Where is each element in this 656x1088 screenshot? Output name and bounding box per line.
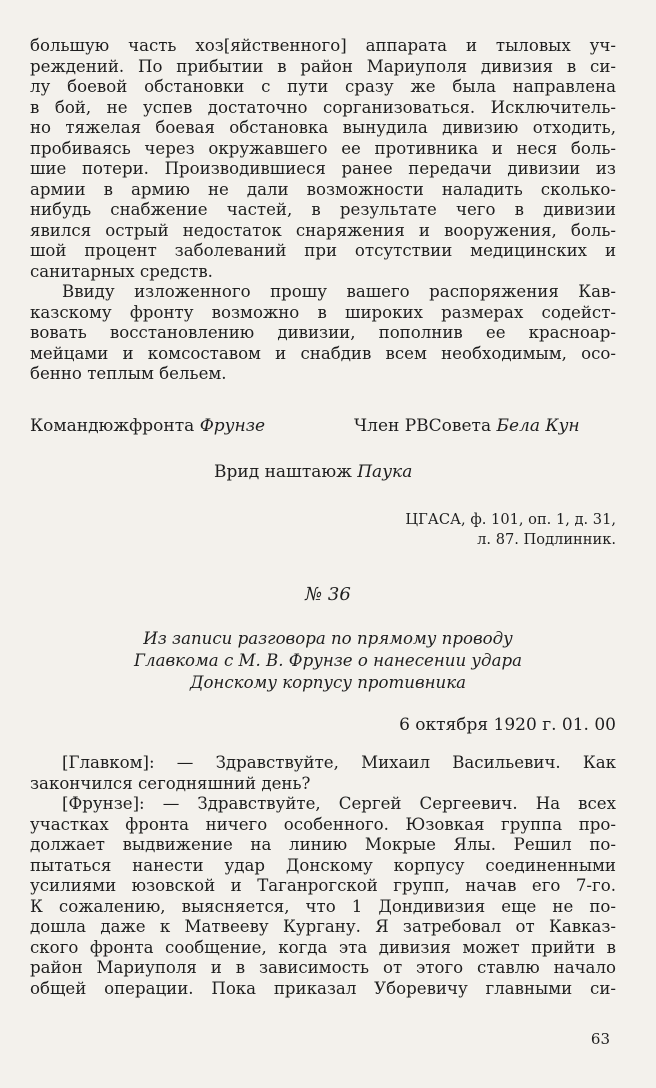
text-line: в бой, не успев достаточно сорганизоваться. Исключитель- [30, 97, 616, 117]
text-line: санитарных средств. [30, 261, 213, 281]
text-line: пробиваясь через окружавшего ее противника и неся боль- [30, 138, 616, 158]
archive-ref-line: л. 87. Подлинник. [477, 531, 616, 548]
document-number: № 36 [305, 584, 351, 605]
text-line: лу боевой обстановки с пути сразу же была направлена [30, 77, 616, 96]
text-line: бенно теплым бельем. [30, 364, 227, 383]
text-line: [Фрунзе]: — Здравствуйте, Сергей Сергеевич. На всех [62, 794, 616, 813]
text-line: закончился сегодняшний день? [30, 773, 311, 793]
text-line: шие потери. Производившиеся ранее передачи дивизии из [30, 159, 616, 178]
text-line: армии в армию не дали возможности наладить сколько- [30, 179, 616, 199]
text-line: Ввиду изложенного прошу вашего распоряжения Кав- [62, 282, 616, 301]
text-line: усилиями юзовской и Таганрогской групп, начав его 7-го. [30, 876, 616, 895]
signature-title: Член РВСовета [354, 416, 492, 436]
text-line: вовать восстановлению дивизии, пополнив ее красноар- [30, 323, 616, 342]
text-line: дошла даже к Матвееву Кургану. Я затребовал от Кавказ- [30, 917, 616, 936]
archive-ref-line: ЦГАСА, ф. 101, оп. 1, д. 31, [405, 511, 616, 528]
text-line: ского фронта сообщение, когда эта дивизия может прийти в [30, 937, 616, 957]
signature-title: Командюжфронта [30, 416, 195, 436]
title-line: Донскому корпусу противника [189, 673, 467, 692]
signature-rvs-member [354, 416, 580, 436]
title-line: Главкома с М. В. Фрунзе о нанесении удара [134, 651, 522, 670]
signature-name: Бела Кун [496, 416, 580, 436]
top-paragraph [30, 36, 616, 282]
text-line: шой процент заболеваний при отсутствии медицинских и [30, 241, 616, 260]
page-number: 63 [590, 1030, 610, 1048]
text-line: реждений. По прибытии в район Мариуполя дивизия в си- [30, 56, 616, 76]
archive-reference [405, 510, 616, 550]
signature-title: Врид наштаюж [214, 462, 352, 482]
text-line: участках фронта ничего особенного. Юзовкая группа про- [30, 814, 616, 834]
document-title [0, 628, 656, 694]
document-date: 6 октября 1920 г. 01. 00 [399, 715, 616, 735]
text-line: но тяжелая боевая обстановка вынудила дивизию отходить, [30, 118, 616, 137]
signature-commander [30, 416, 265, 436]
request-paragraph [30, 282, 616, 385]
signature-chief-of-staff [214, 462, 412, 482]
text-line: район Мариуполя и в зависимость от этого ставлю начало [30, 958, 616, 977]
text-line: мейцами и комсоставом и снабдив всем необходимым, осо- [30, 343, 616, 363]
text-line: казскому фронту возможно в широких размерах содейст- [30, 302, 616, 322]
text-line: большую часть хоз[яйственного] аппарата и тыловых уч- [30, 36, 616, 55]
text-line: [Главком]: — Здравствуйте, Михаил Васильевич. Как [62, 753, 616, 772]
title-line: Из записи разговора по прямому проводу [143, 629, 513, 648]
text-line: К сожалению, выясняется, что 1 Дондивизия еще не по- [30, 896, 616, 916]
text-line: общей операции. Пока приказал Уборевичу главными си- [30, 978, 616, 998]
dialogue-text [30, 753, 616, 999]
text-line: должает выдвижение на линию Мокрые Ялы. Решил по- [30, 835, 616, 854]
text-line: пытаться нанести удар Донскому корпусу соединенными [30, 855, 616, 875]
signature-name: Фрунзе [199, 416, 266, 436]
text-line: нибудь снабжение частей, в результате чего в дивизии [30, 200, 616, 219]
signature-name: Паука [357, 462, 413, 482]
text-line: явился острый недостаток снаряжения и вооружения, боль- [30, 220, 616, 240]
